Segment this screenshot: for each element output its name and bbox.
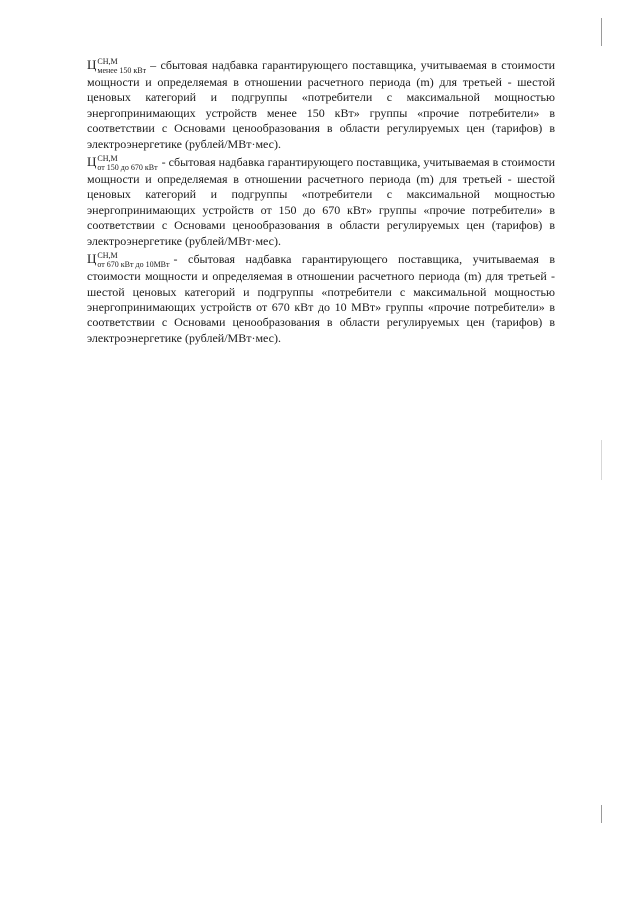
scan-margin-line [601, 805, 602, 823]
symbol-base: Ц [87, 57, 97, 72]
symbol-base: Ц [87, 154, 97, 170]
formula-symbol [87, 251, 170, 269]
definition-text: – сбытовая надбавка гарантирующего поставщика, учитываемая в стоимости мощности и определяемая в отношении расчетного периода (m) для третьей - шестой ценовых категорий и подгруппы «потребители с максимальной мощностью энергопринимающих устройств менее 150 кВт» группы «прочие потребители» в соответствии с Основами ценообразования в области регулируемых цен (тарифов) в электроэнергетике (рублей/МВт·мес). [87, 58, 555, 151]
symbol-superscript: СН,М [97, 57, 118, 67]
symbol-subscript: менее 150 кВт [97, 66, 147, 76]
definition-paragraph-2 [87, 154, 555, 249]
symbol-superscript: СН,М [97, 154, 118, 164]
definition-paragraph-3 [87, 251, 555, 346]
formula-symbol [87, 57, 146, 75]
scan-margin-line [601, 18, 602, 46]
symbol-subscript: от 150 до 670 кВт [97, 163, 158, 173]
definition-paragraph-1 [87, 57, 555, 152]
definition-text: - сбытовая надбавка гарантирующего поставщика, учитываемая в стоимости мощности и определяемая в отношении расчетного периода (m) для третьей - шестой ценовых категорий и подгруппы «потребители с максимальной мощностью энергопринимающих устройств от 670 кВт до 10 МВт» группы «прочие потребители» в соответствии с Основами ценообразования в области регулируемых цен (тарифов) в электроэнергетике (рублей/МВт·мес). [87, 252, 555, 345]
symbol-subscript: от 670 кВт до 10МВт [97, 260, 170, 270]
definition-text: - сбытовая надбавка гарантирующего поставщика, учитываемая в стоимости мощности и определяемая в отношении расчетного периода (m) для третьей - шестой ценовых категорий и подгруппы «потребители с максимальной мощностью энергопринимающих устройств от 150 до 670 кВт» группы «прочие потребители» в соответствии с Основами ценообразования в области регулируемых цен (тарифов) в электроэнергетике (рублей/МВт·мес). [87, 155, 555, 248]
formula-symbol [87, 154, 158, 172]
symbol-superscript: СН,М [97, 251, 118, 261]
symbol-base: Ц [87, 251, 97, 267]
scan-margin-line [601, 440, 602, 480]
document-body [87, 57, 555, 348]
